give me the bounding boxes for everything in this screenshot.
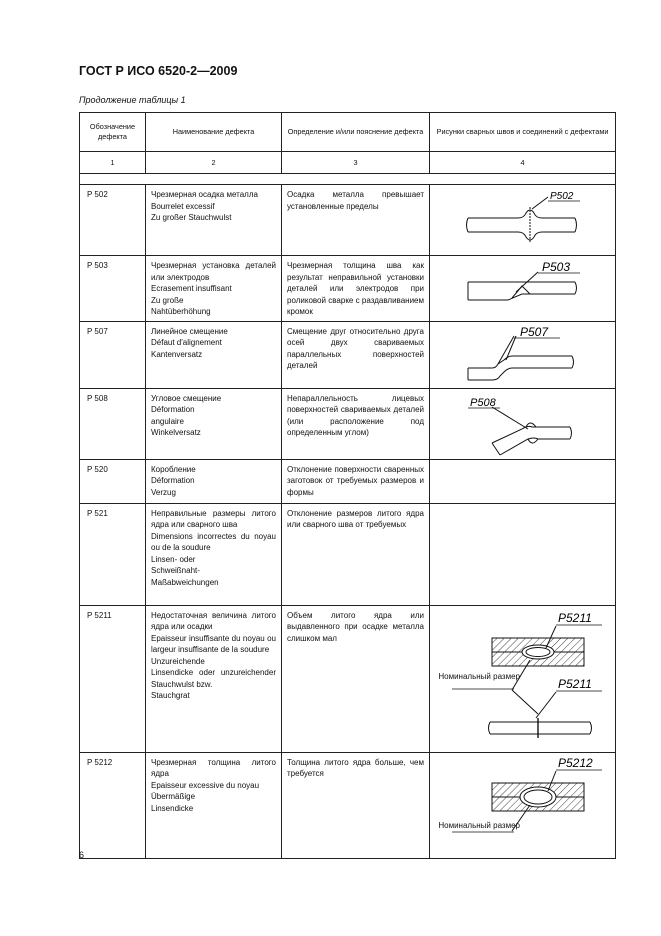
defect-code: P 508 <box>80 388 146 459</box>
name-ru: Чрезмерная толщина литого ядра <box>151 757 276 778</box>
column-number: 4 <box>430 152 616 174</box>
page-number: 6 <box>79 850 85 860</box>
name-ru: Угловое смещение <box>151 393 222 403</box>
defect-code: P 521 <box>80 503 146 605</box>
figure-label: P502 <box>550 191 574 202</box>
defect-code: P 5212 <box>80 752 146 858</box>
name-fr: Bourrelet excessif <box>151 201 215 211</box>
defect-code: P 503 <box>80 256 146 322</box>
table-row <box>80 388 616 459</box>
name-ru: Коробление <box>151 464 196 474</box>
name-fr: Déformation <box>151 405 195 414</box>
defect-name <box>146 388 282 459</box>
name-ru: Чрезмерная осадка металла <box>151 190 258 199</box>
column-header-code: Обозначение дефекта <box>80 113 146 152</box>
nominal-size-label: Номинальный размер <box>438 671 520 681</box>
name-de: Nahtüberhöhung <box>151 307 211 316</box>
defect-code: P 520 <box>80 459 146 503</box>
defect-name <box>146 321 282 388</box>
column-header-name: Наименование дефекта <box>146 113 282 152</box>
name-fr: Epaisseur excessive du noyau <box>151 780 260 790</box>
defect-figure <box>430 752 616 858</box>
table-header-row <box>80 113 616 152</box>
figure-label: P503 <box>542 260 571 274</box>
defect-figure-empty <box>430 503 616 605</box>
name-fr: Dimensions incorrectes du noyau ou de la soudure <box>151 531 276 552</box>
name-de: Linsendicke <box>151 803 194 813</box>
defect-definition: Отклонение размеров литого ядра или сварного шва от требуемых <box>282 503 430 605</box>
table-row <box>80 459 616 503</box>
defect-definition: Смещение друг относительно друга осей двух свариваемых параллельных поверхностей деталей <box>282 321 430 388</box>
defect-definition: Объем литого ядра или выдавленного при осадке металла слишком мал <box>282 605 430 752</box>
column-header-definition: Определение и/или пояснение дефекта <box>282 113 430 152</box>
table-row <box>80 321 616 388</box>
weld-figure-p502 <box>430 185 616 255</box>
name-fr: Déformation <box>151 476 195 485</box>
weld-figure-p507 <box>430 322 616 388</box>
weld-figure-p508 <box>430 389 616 459</box>
defect-name <box>146 459 282 503</box>
defect-definition: Толщина литого ядра больше, чем требуется <box>282 752 430 858</box>
weld-figure-p503 <box>430 256 616 316</box>
name-de: Winkelversatz <box>151 428 201 437</box>
table-row <box>80 605 616 752</box>
name-de: Unzureichende <box>151 656 205 666</box>
defect-name <box>146 256 282 322</box>
name-de: Verzug <box>151 487 176 497</box>
defect-figure <box>430 256 616 322</box>
name-de: Kantenversatz <box>151 349 203 359</box>
table-row <box>80 752 616 858</box>
defect-name <box>146 605 282 752</box>
figure-label: P5211 <box>558 610 592 625</box>
name-de: Zu große <box>151 295 184 305</box>
column-number: 3 <box>282 152 430 174</box>
name-de: Linsen- oder <box>151 554 196 564</box>
column-number-row <box>80 152 616 174</box>
name-fr: Ecrasement insuffisant <box>151 284 232 293</box>
name-fr: angulaire <box>151 416 184 426</box>
name-ru: Недостаточная величина литого ядра или осадки <box>151 610 276 631</box>
figure-label: P5212 <box>558 755 593 770</box>
defect-definition: Непараллельность лицевых поверхностей свариваемых деталей (или расположение под определенным углом) <box>282 388 430 459</box>
defect-name <box>146 503 282 605</box>
defect-name <box>146 185 282 256</box>
name-de: Zu großer Stauchwulst <box>151 213 232 222</box>
column-number: 2 <box>146 152 282 174</box>
nominal-size-label: Номинальный размер <box>438 820 520 830</box>
name-ru: Неправильные размеры литого ядра или сварного шва <box>151 508 276 529</box>
name-de: Linsendicke oder unzureichender Stauchwulst bzw. <box>151 668 276 689</box>
defect-figure <box>430 388 616 459</box>
defect-figure <box>430 605 616 752</box>
name-ru: Чрезмерная установка деталей или электродов <box>151 261 276 282</box>
name-de: Stauchgrat <box>151 691 190 700</box>
name-fr: Défaut d'alignement <box>151 338 222 347</box>
column-header-figure: Рисунки сварных швов и соединений с дефектами <box>430 113 616 152</box>
defect-name <box>146 752 282 858</box>
defect-figure <box>430 185 616 256</box>
weld-figure-p5212 <box>430 753 616 858</box>
defect-definition: Осадка металла превышает установленные пределы <box>282 185 430 256</box>
name-fr: Epaisseur insuffisante du noyau ou largeur insuffisante de la soudure <box>151 633 276 654</box>
defect-definition: Отклонение поверхности сваренных заготовок от требуемых размеров и формы <box>282 459 430 503</box>
defect-code: P 502 <box>80 185 146 256</box>
table-separator <box>80 174 616 185</box>
defect-figure-empty <box>430 459 616 503</box>
column-number: 1 <box>80 152 146 174</box>
table-row <box>80 256 616 322</box>
defect-code: P 507 <box>80 321 146 388</box>
figure-label: P507 <box>520 324 549 339</box>
name-de: Übermäßige <box>151 792 196 801</box>
table-row <box>80 185 616 256</box>
name-de: Maßabweichungen <box>151 577 219 587</box>
defects-table <box>79 112 616 859</box>
defect-definition: Чрезмерная толщина шва как результат неправильной установки деталей или электродов при роликовой сварке с раздавливанием кромок <box>282 256 430 322</box>
defect-figure <box>430 321 616 388</box>
document-title: ГОСТ Р ИСО 6520-2—2009 <box>79 64 238 78</box>
name-de: Schweißnaht- <box>151 566 200 575</box>
defect-code: P 5211 <box>80 605 146 752</box>
figure-label: P508 <box>470 396 496 409</box>
name-ru: Линейное смещение <box>151 326 228 336</box>
table-caption: Продолжение таблицы 1 <box>79 95 186 105</box>
table-row <box>80 503 616 605</box>
weld-figure-p5211 <box>430 606 616 752</box>
figure-label-2: P5211 <box>558 676 592 691</box>
